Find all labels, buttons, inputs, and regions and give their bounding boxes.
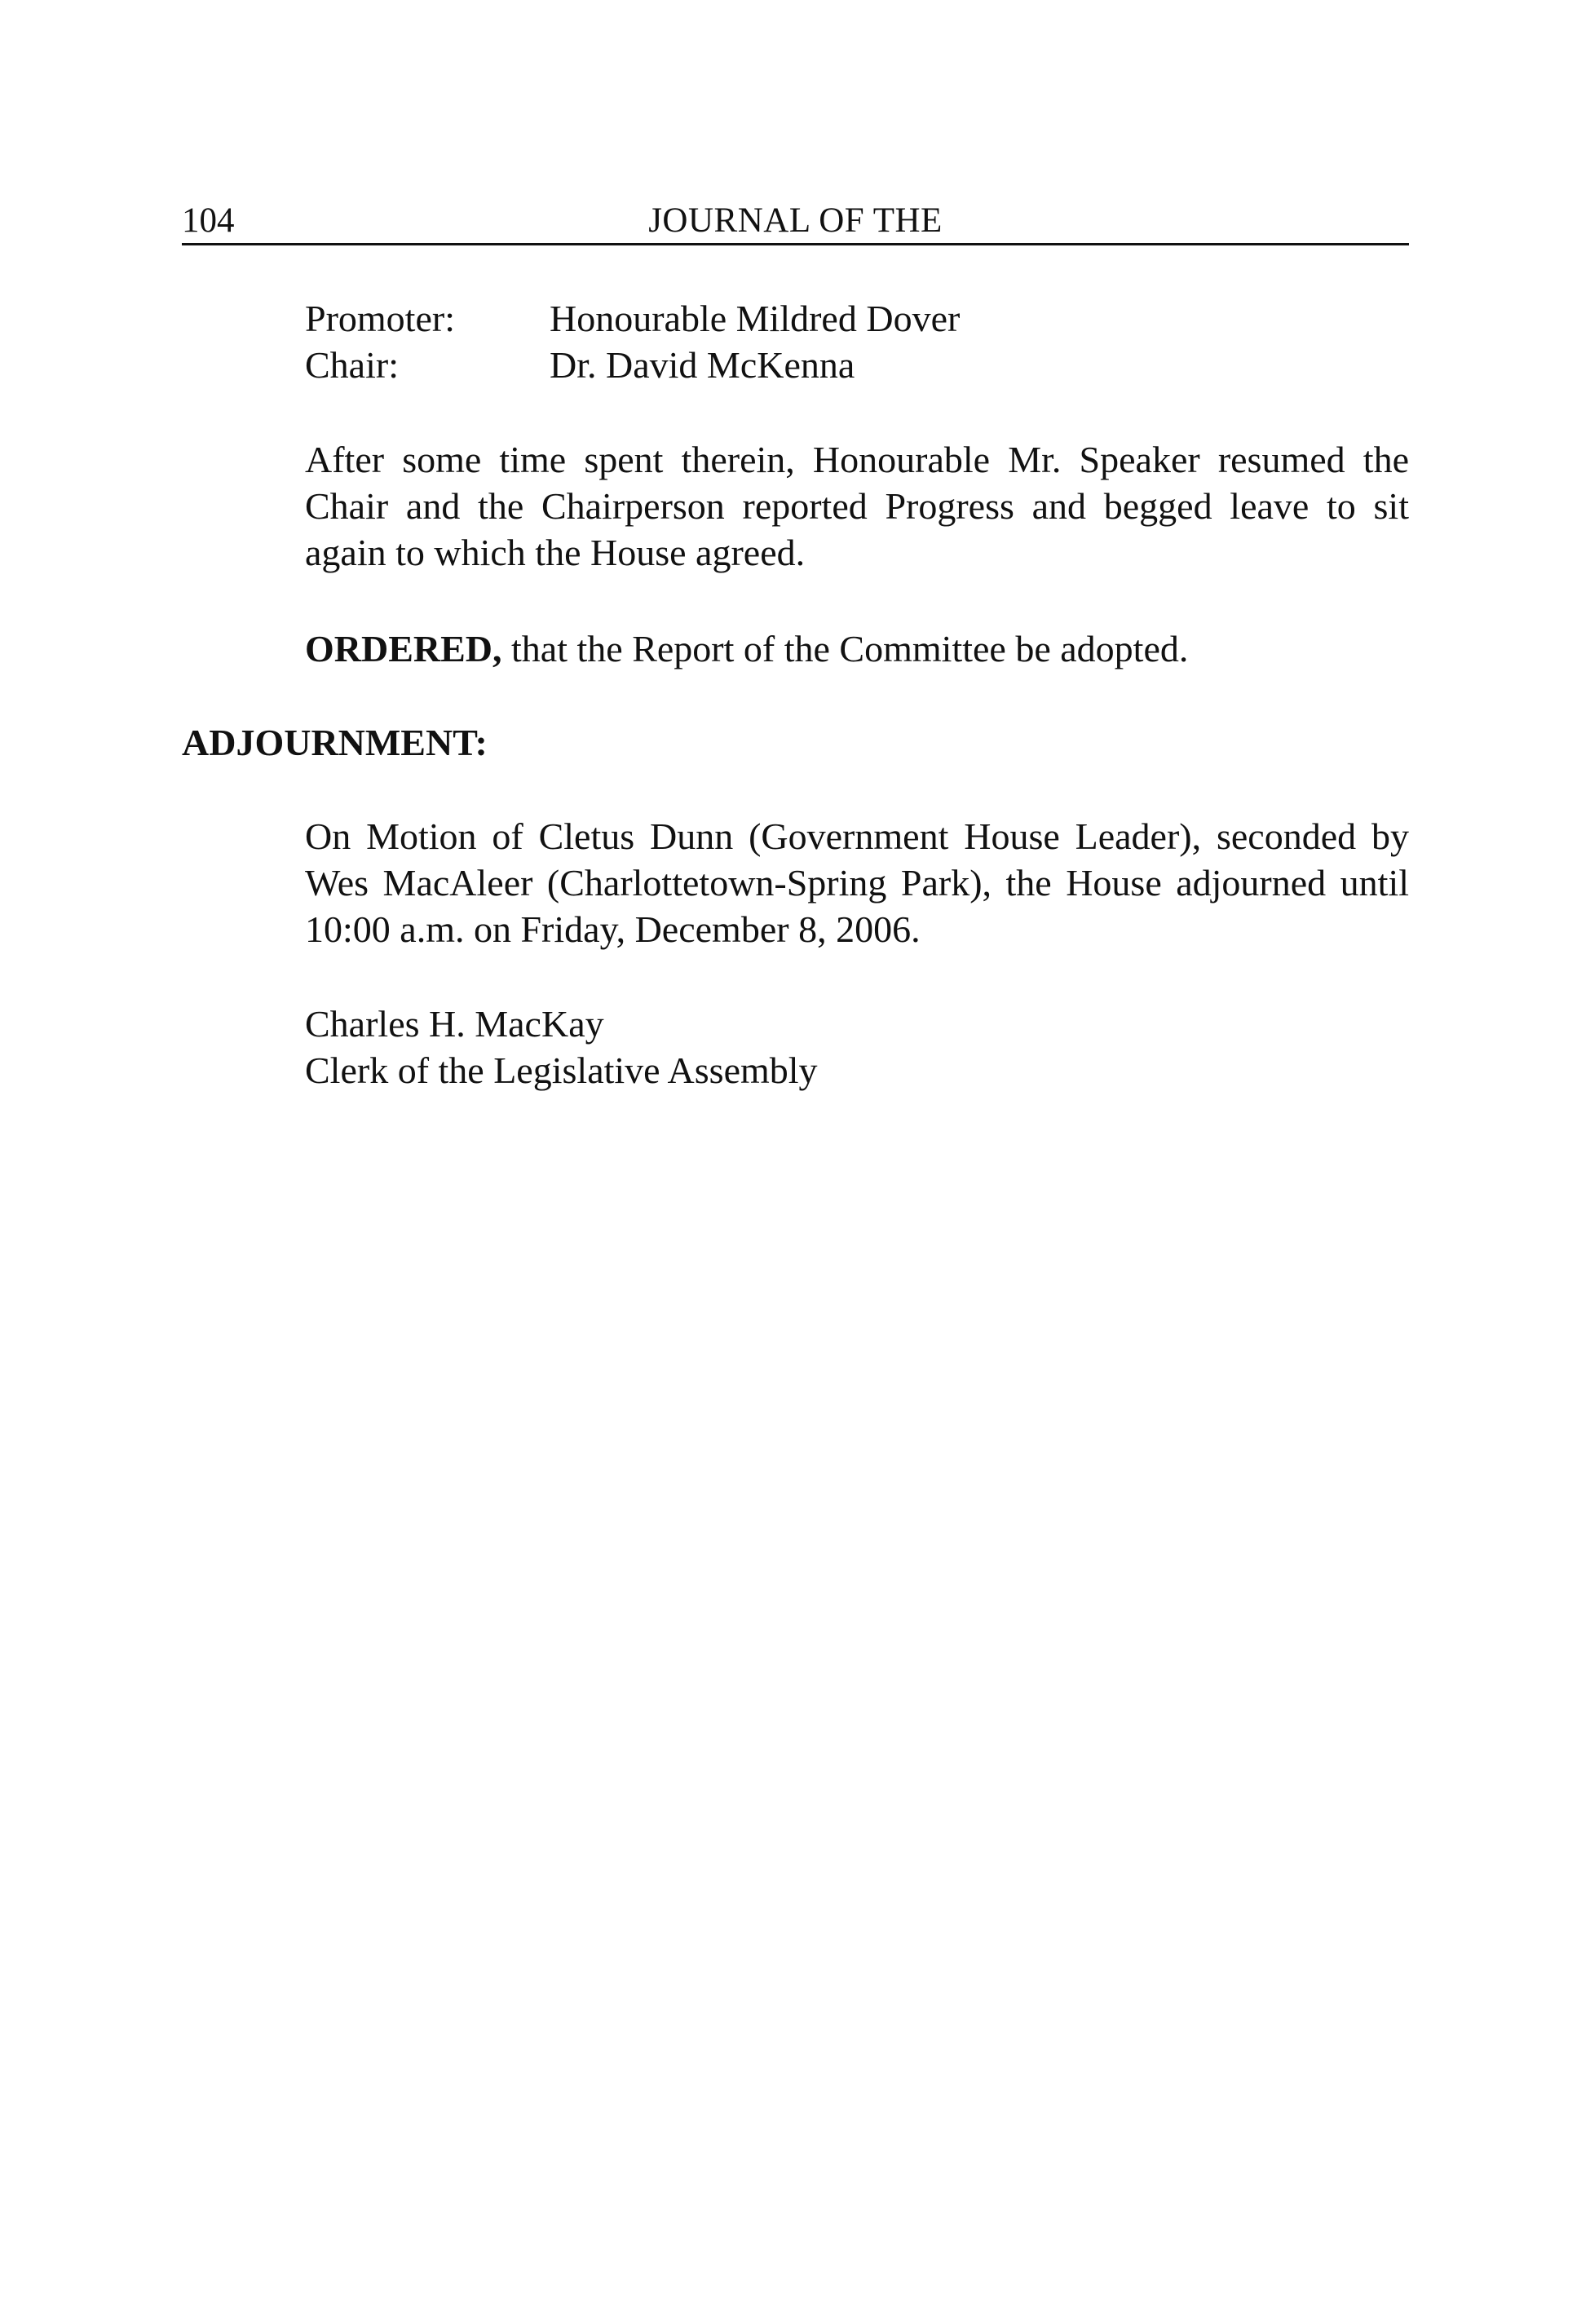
signature-block: [305, 1001, 1409, 1094]
ordered-text: that the Report of the Committee be adopted.: [501, 628, 1189, 669]
ordered-lead: ORDERED,: [305, 628, 502, 669]
page-number: 104: [182, 201, 235, 240]
ordered-paragraph: [305, 625, 1409, 672]
signatory-name: Charles H. MacKay: [305, 1003, 604, 1045]
running-header: [182, 199, 1409, 245]
promoter-value: Honourable Mildred Dover: [550, 298, 961, 339]
progress-paragraph: After some time spent therein, Honourable Mr. Speaker resumed the Chair and the Chairperson reported Progress and begged leave to sit again to which the House agreed.: [305, 439, 1409, 573]
promoter-label: Promoter:: [305, 298, 455, 339]
adjournment-heading: ADJOURNMENT:: [182, 722, 488, 763]
committee-row-promoter: [305, 295, 1409, 342]
chair-label: Chair:: [305, 344, 399, 386]
committee-details: [305, 295, 1409, 388]
journal-title: JOURNAL OF THE: [648, 201, 943, 240]
adjournment-motion-paragraph: On Motion of Cletus Dunn (Government House Leader), seconded by Wes MacAleer (Charlottetown-Spring Park), the House adjourned until 10:00 a.m. on Friday, December 8, 2006.: [305, 815, 1409, 950]
chair-value: Dr. David McKenna: [550, 344, 855, 386]
signatory-title: Clerk of the Legislative Assembly: [305, 1049, 818, 1091]
committee-row-chair: [305, 342, 1409, 388]
